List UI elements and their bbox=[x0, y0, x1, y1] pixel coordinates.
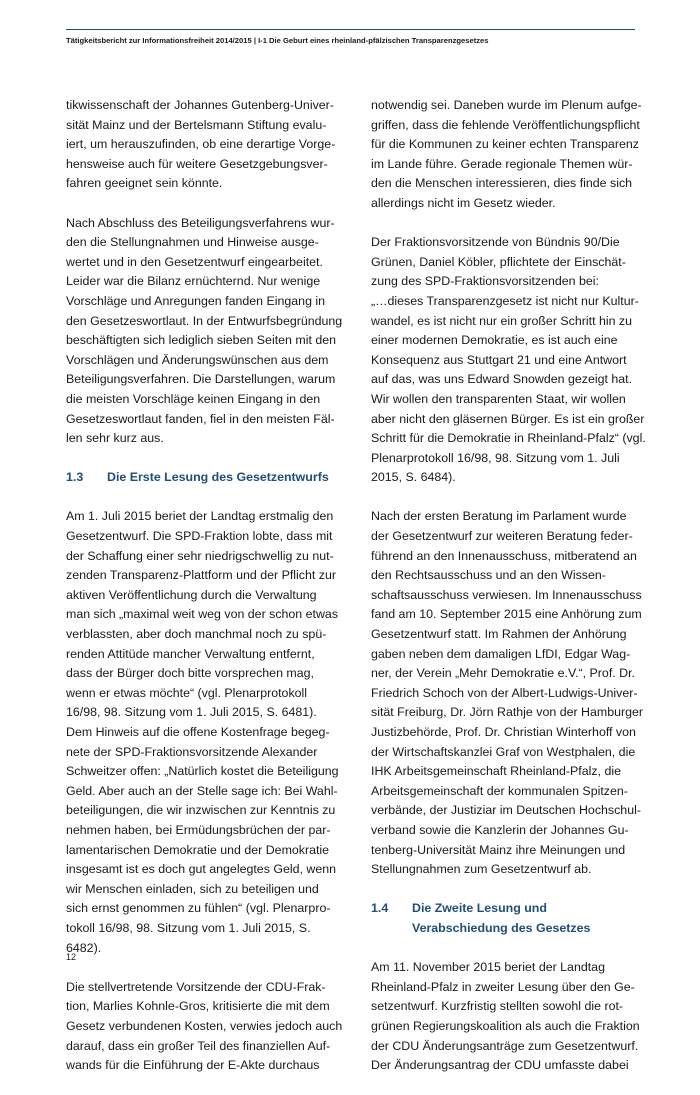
text-line: Friedrich Schoch von der Albert-Ludwigs-Univer- bbox=[371, 685, 638, 700]
text-line: zung des SPD-Fraktionsvorsitzenden bei: bbox=[371, 274, 599, 289]
text-line: insgesamt ist es doch gut angelegtes Geld, wenn bbox=[66, 862, 337, 877]
text-line: dass der Bürger doch bitte vorsprechen mag, bbox=[66, 666, 314, 681]
text-line: verband sowie die Kanzlerin der Johannes Gu- bbox=[371, 822, 629, 837]
text-line: einer modernen Demokratie, es ist auch eine bbox=[371, 333, 618, 348]
text-line: Wir wollen den transparenten Staat, wir wollen bbox=[371, 391, 626, 406]
text-line: den Gesetzeswortlaut. In der Entwurfsbegründung bbox=[66, 313, 343, 328]
paragraph bbox=[66, 507, 339, 958]
text-line: Schweitzer offen: „Natürlich kostet die Beteiligung bbox=[66, 764, 339, 779]
text-line: Gesetzentwurf. Die SPD-Fraktion lobte, dass mit bbox=[66, 529, 333, 544]
page-number: 12 bbox=[66, 952, 77, 962]
paragraph bbox=[371, 958, 639, 1076]
text-line: „…dieses Transparenzgesetz ist nicht nur Kultur- bbox=[371, 293, 639, 308]
text-line: fahren geeignet sein könnte. bbox=[66, 176, 223, 191]
text-line: nete der SPD-Fraktionsvorsitzende Alexander bbox=[66, 744, 318, 759]
text-line: den die Stellungnahmen und Hinweise ausge- bbox=[66, 235, 319, 250]
text-line: die meisten Vorschläge keinen Eingang in den bbox=[66, 391, 321, 406]
text-line: auf das, was uns Edward Snowden gezeigt hat. bbox=[371, 372, 633, 387]
left-column bbox=[66, 96, 343, 1095]
text-line: wands für die Einführung der E-Akte durchaus bbox=[66, 1058, 320, 1073]
text-line: Gesetz verbundenen Kosten, verwies jedoch auch bbox=[66, 1018, 343, 1033]
text-line: lamentarischen Demokratie und der Demokratie bbox=[66, 842, 330, 857]
text-line: grünen Regierungskoalition als auch die Fraktion bbox=[371, 1018, 640, 1033]
text-line: fand am 10. September 2015 eine Anhörung zum bbox=[371, 607, 642, 622]
text-line: Plenarprotokoll 16/98, 98. Sitzung vom 1. Juli bbox=[371, 450, 620, 465]
text-line: tenberg-Universität Mainz ihre Meinungen und bbox=[371, 842, 626, 857]
text-line: den die Menschen interessieren, dies finde sich bbox=[371, 176, 633, 191]
text-line: Justizbehörde, Prof. Dr. Christian Winterhoff von bbox=[371, 725, 636, 739]
text-line: Gesetzeswortlaut fanden, fiel in den meisten Fäl- bbox=[66, 411, 335, 426]
text-line: beschäftigten sich lediglich sieben Seiten mit den bbox=[66, 333, 337, 348]
text-line: Der Fraktionsvorsitzende von Bündnis 90/Die bbox=[371, 235, 620, 250]
section-heading-1-4 bbox=[371, 899, 639, 938]
text-line: sität Mainz und der Bertelsmann Stiftung evalu- bbox=[66, 117, 327, 132]
text-line: beteiligungen, die wir inzwischen zur Kenntnis zu bbox=[66, 803, 336, 818]
text-line: der Schaffung einer sehr niedrigschwellig zu nut- bbox=[66, 548, 334, 563]
text-line: setzentwurf. Kurzfristig stellten sowohl die rot- bbox=[371, 999, 624, 1014]
text-line: renden Attitüde mancher Verwaltung entfernt, bbox=[66, 646, 315, 661]
text-line: 2015, S. 6484). bbox=[371, 470, 456, 485]
text-line: wir Menschen einladen, sich zu beteiligen und bbox=[66, 881, 319, 896]
text-line: Vorschlägen und Änderungswünschen aus dem bbox=[66, 352, 329, 367]
text-line: führend an den Innenausschuss, mitberatend an bbox=[371, 548, 637, 563]
text-line: Gesetzentwurf statt. Im Rahmen der Anhörung bbox=[371, 627, 627, 642]
text-line: allerdings nicht im Gesetz wieder. bbox=[371, 195, 556, 210]
text-line: tikwissenschaft der Johannes Gutenberg-Univer- bbox=[66, 98, 334, 112]
header-report-title: Tätigkeitsbericht zur Informationsfreiheit 2014/2015 bbox=[66, 36, 252, 45]
text-line: iert, um herauszufinden, ob eine derartige Vorge- bbox=[66, 137, 336, 152]
section-number: 1.4 bbox=[371, 901, 389, 916]
text-line: tokoll 16/98, 98. Sitzung vom 1. Juli 2015, S. bbox=[66, 920, 311, 935]
section-number: 1.3 bbox=[66, 470, 84, 485]
text-line: man sich „maximal weit weg von der schon etwas bbox=[66, 607, 339, 622]
paragraph bbox=[66, 214, 343, 449]
section-title bbox=[412, 899, 590, 938]
text-line: wandel, es ist nicht nur ein großer Schritt hin zu bbox=[371, 313, 633, 328]
text-line: wertet und in den Gesetzentwurf eingearbeitet. bbox=[66, 254, 323, 269]
text-line: darauf, dass ein großer Teil des finanziellen Auf- bbox=[66, 1038, 331, 1053]
text-line: tion, Marlies Kohnle-Gros, kritisierte die mit dem bbox=[66, 999, 330, 1014]
right-column bbox=[371, 96, 646, 1095]
text-line: len sehr kurz aus. bbox=[66, 431, 164, 446]
text-line: IHK Arbeitsgemeinschaft Rheinland-Pfalz, die bbox=[371, 764, 622, 779]
text-line: nehmen haben, bei Ermüdungsbrüchen der par- bbox=[66, 822, 331, 837]
text-line: aber nicht den gläsernen Bürger. Es ist ein großer bbox=[371, 411, 645, 426]
text-line: Grünen, Daniel Köbler, pflichtete der Einschät- bbox=[371, 254, 626, 269]
text-line: verblassten, aber doch manchmal noch zu spü- bbox=[66, 627, 327, 642]
text-line: verbände, der Justiziar im Deutschen Hochschul- bbox=[371, 803, 641, 818]
text-line: notwendig sei. Daneben wurde im Plenum aufge- bbox=[371, 98, 642, 112]
text-line: sich ernst genommen zu fühlen“ (vgl. Plenarpro- bbox=[66, 901, 331, 916]
paragraph bbox=[66, 96, 334, 194]
text-line: Am 11. November 2015 beriet der Landtag bbox=[371, 960, 605, 975]
text-line: schaftsausschuss verwiesen. Im Innenausschuss bbox=[371, 587, 642, 602]
text-line: Arbeitsgemeinschaft der kommunalen Spitzen- bbox=[371, 783, 628, 798]
text-line: Dem Hinweis auf die offene Kostenfrage begeg- bbox=[66, 725, 330, 739]
text-line: Der Änderungsantrag der CDU umfasste dabei bbox=[371, 1058, 629, 1073]
text-line: Nach der ersten Beratung im Parlament wurde bbox=[371, 509, 627, 524]
section-title-line: Die Zweite Lesung und bbox=[412, 901, 547, 916]
section-heading-1-3 bbox=[66, 468, 334, 488]
text-line: Stellungnahmen zum Gesetzentwurf ab. bbox=[371, 862, 592, 877]
text-line: Schritt für die Demokratie in Rheinland-Pfalz“ (vgl. bbox=[371, 431, 646, 446]
text-line: für die Kommunen zu keiner echten Transparenz bbox=[371, 137, 639, 152]
text-line: Leider war die Bilanz ernüchternd. Nur wenige bbox=[66, 274, 321, 289]
header-chapter-title: I-1 Die Geburt eines rheinland-pfälzischen Transparenzgesetzes bbox=[258, 36, 489, 45]
paragraph bbox=[371, 96, 642, 214]
text-line: Die stellvertretende Vorsitzende der CDU-Frak- bbox=[66, 979, 326, 994]
section-title-line: Verabschiedung des Gesetzes bbox=[412, 920, 591, 935]
text-line: der CDU Änderungsanträge zum Gesetzentwurf. bbox=[371, 1038, 639, 1053]
header-rule bbox=[66, 29, 635, 30]
text-line: 16/98, 98. Sitzung vom 1. Juli 2015, S. 6481). bbox=[66, 705, 317, 720]
text-line: griffen, dass die fehlende Veröffentlichungspflicht bbox=[371, 117, 640, 132]
section-title: Die Erste Lesung des Gesetzentwurfs bbox=[107, 470, 329, 485]
text-line: Konsequenz aus Stuttgart 21 und eine Antwort bbox=[371, 352, 627, 367]
paragraph bbox=[371, 507, 644, 879]
text-line: wenn er etwas möchte“ (vgl. Plenarprotokoll bbox=[66, 685, 308, 700]
text-line: der Gesetzentwurf zur weiteren Beratung feder- bbox=[371, 529, 633, 544]
running-header bbox=[66, 36, 635, 45]
paragraph bbox=[371, 233, 646, 488]
text-line: der Wirtschaftskanzlei Graf von Westphalen, die bbox=[371, 744, 636, 759]
text-line: gaben neben dem damaligen LfDI, Edgar Wag- bbox=[371, 646, 631, 661]
text-line: aktiven Veröffentlichung durch die Verwaltung bbox=[66, 587, 317, 602]
text-line: zenden Transparenz-Plattform und der Pflicht zur bbox=[66, 568, 336, 583]
text-line: Vorschläge und Anregungen fanden Eingang in bbox=[66, 293, 326, 308]
text-line: 6482). bbox=[66, 940, 102, 955]
text-line: Rheinland-Pfalz in zweiter Lesung über den Ge- bbox=[371, 979, 635, 994]
header-separator: | bbox=[253, 36, 256, 45]
text-line: Am 1. Juli 2015 beriet der Landtag erstmalig den bbox=[66, 509, 334, 524]
text-line: Beteiligungsverfahren. Die Darstellungen, warum bbox=[66, 372, 336, 387]
text-line: sität Freiburg, Dr. Jörn Rathje von der Hamburger bbox=[371, 705, 644, 720]
text-line: Nach Abschluss des Beteiligungsverfahrens wur- bbox=[66, 215, 335, 230]
text-line: Geld. Aber auch an der Stelle sage ich: Bei Wahl- bbox=[66, 783, 338, 798]
text-line: ner, der Verein „Mehr Demokratie e.V.“, Prof. Dr. bbox=[371, 666, 635, 681]
paragraph bbox=[66, 978, 343, 1076]
text-line: hensweise auch für weitere Gesetzgebungsver- bbox=[66, 156, 328, 171]
text-line: im Lande führe. Gerade regionale Themen wür- bbox=[371, 156, 633, 171]
text-line: den Rechtsausschuss und an den Wissen- bbox=[371, 568, 606, 583]
